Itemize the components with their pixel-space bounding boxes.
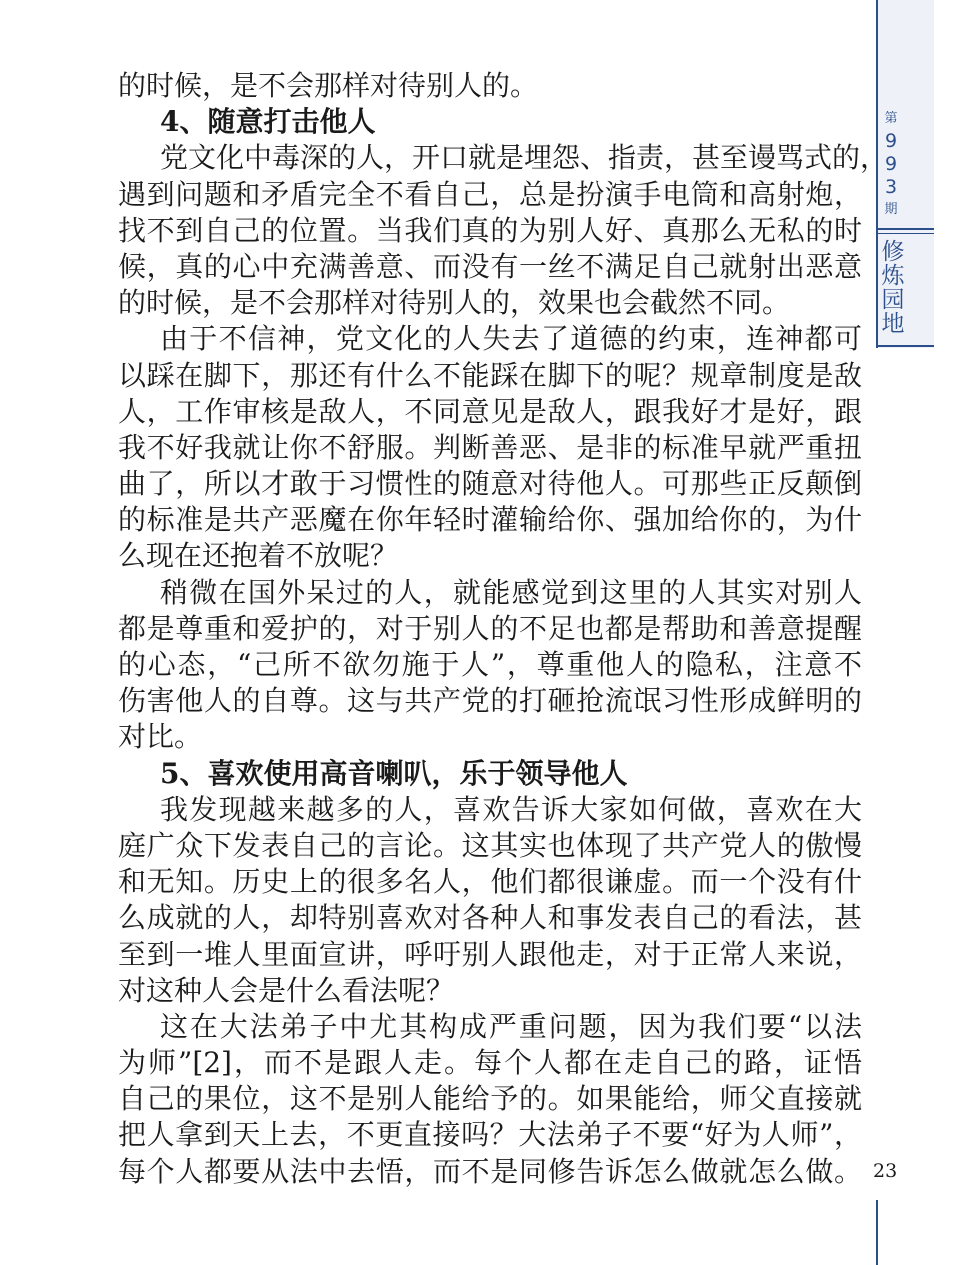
sidebar-divider-thin <box>878 233 934 234</box>
text-line: 由于不信神，党文化的人失去了道德的约束，连神都可 <box>160 322 862 356</box>
issue-prefix: 第 <box>884 111 898 126</box>
text-line: 这在大法弟子中尤其构成严重问题，因为我们要“以法 <box>160 1009 862 1043</box>
text-line: 对比。 <box>118 720 203 754</box>
section-title <box>880 240 906 336</box>
sidebar-bottom-rule <box>878 345 934 347</box>
text-line: 我发现越来越多的人，喜欢告诉大家如何做，喜欢在大 <box>160 792 862 826</box>
text-line: 每个人都要从法中去悟，而不是同修告诉怎么做就怎么做。 <box>118 1154 862 1188</box>
text-line: 么成就的人，却特别喜欢对各种人和事发表自己的看法，甚 <box>118 901 862 935</box>
issue-digit: 9 <box>884 153 898 175</box>
section-heading: 4、随意打击他人 <box>160 105 376 139</box>
text-line: 庭广众下发表自己的言论。这其实也体现了共产党人的傲慢 <box>118 828 862 862</box>
text-line: 以踩在脚下，那还有什么不能踩在脚下的呢？规章制度是敌 <box>118 358 862 392</box>
text-line: 党文化中毒深的人，开口就是埋怨、指责，甚至谩骂式的， <box>160 141 889 175</box>
text-line: 么现在还抱着不放呢？ <box>118 539 399 573</box>
text-line: 和无知。历史上的很多名人，他们都很谦虚。而一个没有什 <box>118 865 862 899</box>
text-line: 我不好我就让你不舒服。判断善恶、是非的标准早就严重扭 <box>118 430 862 464</box>
text-line: 人，工作审核是敌人，不同意见是敌人，跟我好才是好，跟 <box>118 394 862 428</box>
section-char: 园 <box>881 287 905 313</box>
issue-digit: 9 <box>884 130 898 152</box>
section-char: 修 <box>881 239 905 265</box>
text-line: 把人拿到天上去，不更直接吗？大法弟子不要“好为人师”， <box>118 1118 862 1152</box>
text-line: 稍微在国外呆过的人，就能感觉到这里的人其实对别人 <box>160 575 862 609</box>
text-line: 自己的果位，这不是别人能给予的。如果能给，师父直接就 <box>118 1082 862 1116</box>
text-line: 的时候，是不会那样对待别人的。 <box>118 69 539 102</box>
text-line: 候，真的心中充满善意、而没有一丝不满足自己就射出恶意 <box>118 249 862 283</box>
section-char: 炼 <box>881 263 905 289</box>
text-line: 为师”[2]，而不是跟人走。每个人都在走自己的路，证悟 <box>118 1046 862 1080</box>
text-line: 都是尊重和爱护的，对于别人的不足也都是帮助和善意提醒 <box>118 611 862 645</box>
text-line: 的心态，“己所不欲勿施于人”，尊重他人的隐私，注意不 <box>118 648 862 681</box>
section-heading: 5、喜欢使用高音喇叭，乐于领导他人 <box>160 756 628 790</box>
text-line: 伤害他人的自尊。这与共产党的打砸抢流氓习性形成鲜明的 <box>118 684 862 718</box>
sidebar-divider <box>878 228 934 230</box>
footer-rule <box>876 1200 878 1265</box>
text-line: 至到一堆人里面宣讲，呼吁别人跟他走，对于正常人来说， <box>118 937 862 971</box>
text-line: 找不到自己的位置。当我们真的为别人好、真那么无私的时 <box>118 213 862 247</box>
issue-digit: 3 <box>884 176 898 198</box>
text-line: 的时候，是不会那样对待别人的，效果也会截然不同。 <box>118 286 791 320</box>
text-line: 遇到问题和矛盾完全不看自己，总是扮演手电筒和高射炮， <box>118 177 862 211</box>
section-char: 地 <box>881 311 905 337</box>
page-number: 23 <box>873 1160 898 1182</box>
text-line: 对这种人会是什么看法呢？ <box>118 973 455 1007</box>
text-line: 曲了，所以才敢于习惯性的随意对待他人。可那些正反颠倒 <box>118 467 862 501</box>
issue-suffix: 期 <box>884 202 898 217</box>
text-line: 的标准是共产恶魔在你年轻时灌输给你、强加给你的，为什 <box>118 503 862 537</box>
